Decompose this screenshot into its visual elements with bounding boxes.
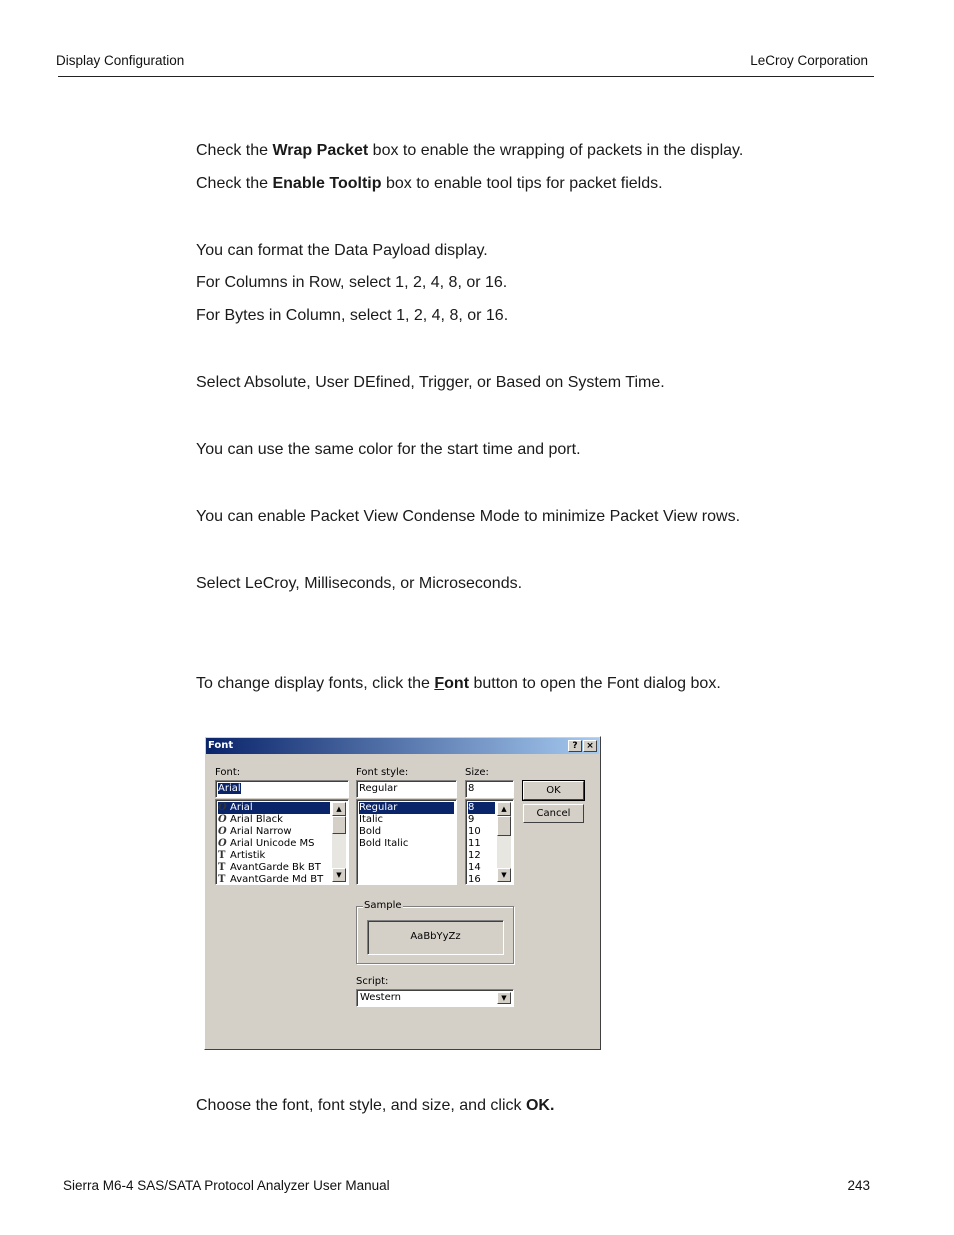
scroll-down-icon[interactable]: ▼ bbox=[497, 868, 511, 882]
font-type-icon: O bbox=[218, 802, 227, 813]
style-label: Font style: bbox=[356, 767, 409, 778]
size-label: Size: bbox=[465, 767, 489, 778]
size-list[interactable] bbox=[465, 799, 514, 885]
script-select[interactable] bbox=[356, 989, 514, 1007]
font-type-icon: T bbox=[218, 850, 226, 861]
sample-preview: AaBbYyZz bbox=[367, 920, 504, 955]
style-input[interactable]: Regular bbox=[356, 780, 457, 798]
dialog-titlebar bbox=[206, 738, 599, 754]
para-enable-tooltip: Check the Enable Tooltip box to enable tool tips for packet fields. bbox=[196, 175, 663, 192]
font-type-icon: O bbox=[218, 838, 227, 849]
para-bytes-in-column: For Bytes in Column, select 1, 2, 4, 8, or 16. bbox=[196, 307, 509, 324]
size-item[interactable]: 16 bbox=[468, 874, 481, 885]
cancel-button[interactable]: Cancel bbox=[523, 804, 584, 823]
size-item[interactable]: 8 bbox=[468, 802, 495, 814]
para-choose-font: Choose the font, font style, and size, and click OK. bbox=[196, 1097, 555, 1114]
scroll-thumb[interactable] bbox=[497, 816, 511, 836]
para-data-payload: You can format the Data Payload display. bbox=[196, 242, 488, 259]
font-item[interactable]: T AvantGarde Md BT bbox=[218, 874, 324, 885]
size-item[interactable]: 9 bbox=[468, 814, 475, 825]
para-time-units: Select LeCroy, Milliseconds, or Microseconds. bbox=[196, 575, 523, 592]
font-item[interactable]: O Arial bbox=[218, 802, 330, 814]
font-type-icon: O bbox=[218, 814, 227, 825]
para-same-color: You can use the same color for the start time and port. bbox=[196, 441, 581, 458]
term-font: ont bbox=[444, 675, 470, 692]
header-section-title: Display Configuration bbox=[56, 53, 185, 68]
font-item[interactable]: T Artistik bbox=[218, 850, 266, 861]
footer-manual-title: Sierra M6-4 SAS/SATA Protocol Analyzer User Manual bbox=[63, 1178, 390, 1193]
style-list[interactable] bbox=[356, 799, 457, 885]
style-item[interactable]: Italic bbox=[359, 814, 384, 825]
scroll-up-icon[interactable]: ▲ bbox=[332, 802, 346, 816]
ok-button[interactable]: OK bbox=[523, 781, 584, 800]
font-dialog bbox=[204, 736, 601, 1050]
size-item[interactable]: 14 bbox=[468, 862, 481, 873]
style-item[interactable]: Bold Italic bbox=[359, 838, 409, 849]
help-button[interactable]: ? bbox=[568, 740, 582, 752]
term-font-accel: F bbox=[434, 675, 445, 692]
style-item[interactable]: Bold bbox=[359, 826, 382, 837]
script-label: Script: bbox=[356, 976, 389, 987]
font-item[interactable]: O Arial Unicode MS bbox=[218, 838, 315, 849]
font-item[interactable]: O Arial Narrow bbox=[218, 826, 292, 837]
font-input[interactable]: Arial bbox=[215, 780, 349, 798]
font-type-icon: T bbox=[218, 862, 226, 873]
header-rule bbox=[58, 76, 874, 77]
sample-label: Sample bbox=[364, 900, 402, 911]
style-item[interactable]: Regular bbox=[359, 802, 454, 814]
scroll-down-icon[interactable]: ▼ bbox=[332, 868, 346, 882]
size-item[interactable]: 11 bbox=[468, 838, 481, 849]
footer-page-number: 243 bbox=[847, 1178, 870, 1193]
font-type-icon: O bbox=[218, 826, 227, 837]
para-time-mode: Select Absolute, User DEfined, Trigger, or Based on System Time. bbox=[196, 374, 665, 391]
font-list-scrollbar[interactable] bbox=[332, 802, 346, 882]
para-wrap-packet: Check the Wrap Packet box to enable the wrapping of packets in the display. bbox=[196, 142, 744, 159]
term-enable-tooltip: Enable Tooltip bbox=[272, 175, 382, 192]
scroll-up-icon[interactable]: ▲ bbox=[497, 802, 511, 816]
dialog-title: Font bbox=[208, 740, 234, 751]
chevron-down-icon[interactable]: ▼ bbox=[497, 992, 511, 1004]
size-item[interactable]: 10 bbox=[468, 826, 481, 837]
para-condense-mode: You can enable Packet View Condense Mode to minimize Packet View rows. bbox=[196, 508, 741, 525]
script-value: Western bbox=[360, 992, 402, 1003]
close-button[interactable]: × bbox=[583, 740, 597, 752]
scroll-thumb[interactable] bbox=[332, 816, 346, 834]
font-type-icon: T bbox=[218, 874, 226, 885]
term-wrap-packet: Wrap Packet bbox=[272, 142, 369, 159]
font-item[interactable]: O Arial Black bbox=[218, 814, 283, 825]
font-item[interactable]: T AvantGarde Bk BT bbox=[218, 862, 321, 873]
header-company: LeCroy Corporation bbox=[750, 53, 868, 68]
term-ok: OK. bbox=[525, 1097, 555, 1114]
size-item[interactable]: 12 bbox=[468, 850, 481, 861]
font-label: Font: bbox=[215, 767, 241, 778]
size-list-scrollbar[interactable] bbox=[497, 802, 511, 882]
para-columns-in-row: For Columns in Row, select 1, 2, 4, 8, or 16. bbox=[196, 274, 508, 291]
font-list[interactable] bbox=[215, 799, 349, 885]
size-input[interactable]: 8 bbox=[465, 780, 514, 798]
para-change-fonts: To change display fonts, click the Font button to open the Font dialog box. bbox=[196, 675, 721, 692]
